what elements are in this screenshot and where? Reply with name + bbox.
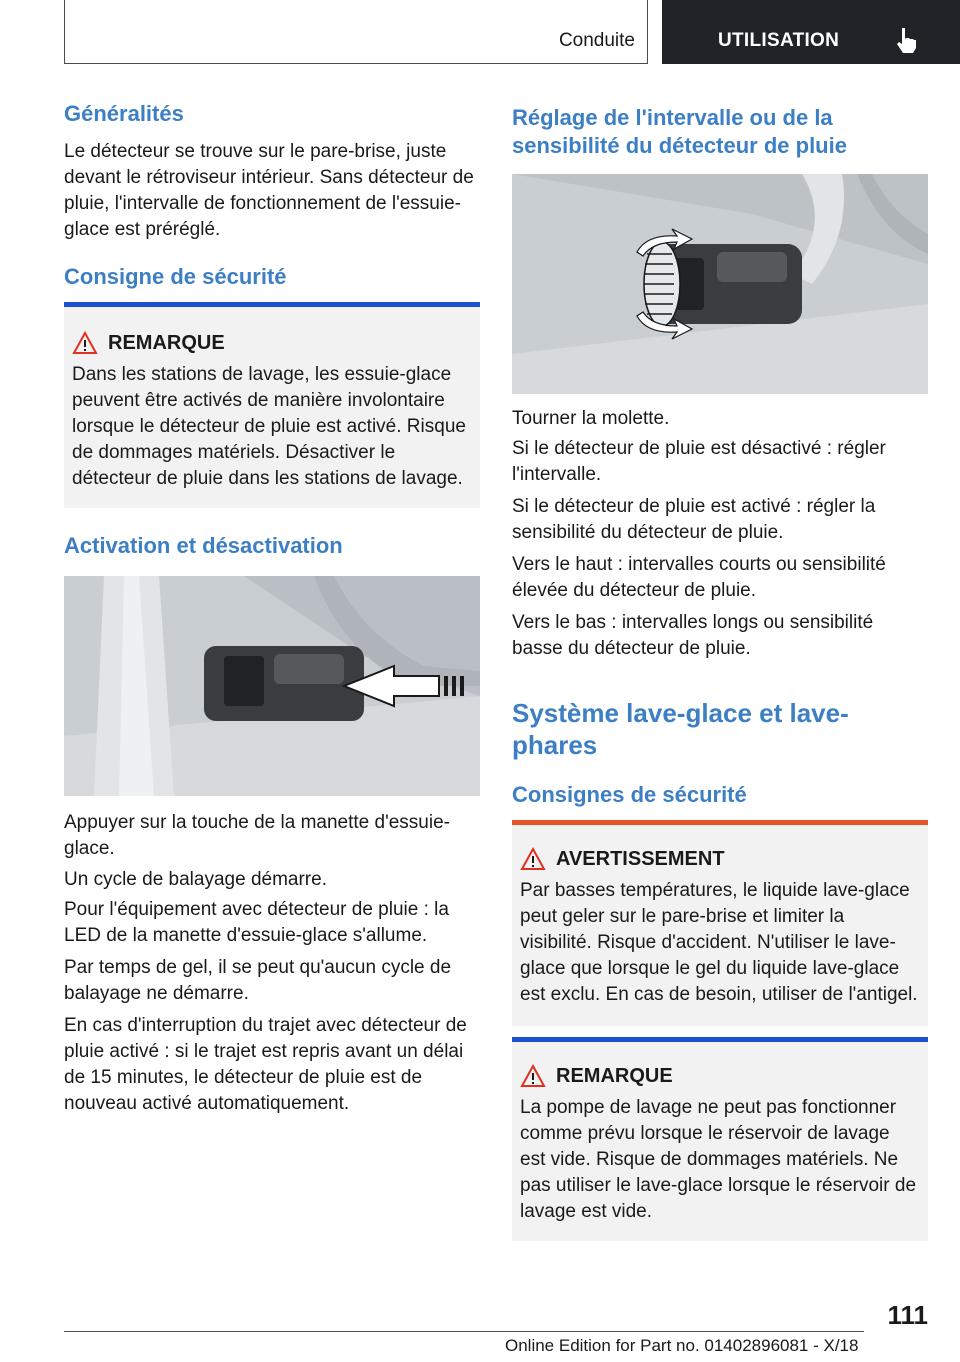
warning-label: AVERTISSEMENT	[556, 848, 725, 870]
note-bar	[64, 302, 480, 307]
note-text: Dans les stations de lavage, les essuie-glace peuvent être activés de manière involontaire lorsque le détecteur de pluie est activé. Risque de dommages matériels. Désactiver le détecteur de pluie dans les stations de lavage.	[72, 364, 466, 489]
warning-triangle-icon	[72, 331, 98, 355]
footer-divider	[64, 1331, 864, 1332]
note-box	[64, 302, 480, 508]
interval-p1: Tourner la molette.	[512, 408, 670, 429]
warning-triangle-icon	[520, 1064, 546, 1088]
note-label: REMARQUE	[108, 332, 225, 354]
safety-title: Consigne de sécurité	[64, 264, 287, 289]
general-text: Le détecteur se trouve sur le pare-brise, juste devant le rétroviseur intérieur. Sans détecteur de pluie, l'intervalle de fonctionnement de l'essuie-glace est préréglé.	[64, 141, 474, 240]
interval-p5: Vers le bas : intervalles longs ou sensibilité basse du détecteur de pluie.	[512, 612, 874, 659]
warning-triangle-icon	[520, 847, 546, 871]
hand-pointer-icon	[893, 26, 919, 54]
general-title: Généralités	[64, 101, 184, 126]
activation-title: Activation et désactivation	[64, 533, 343, 558]
header-chapter-title: UTILISATION	[718, 30, 840, 51]
interval-p3: Si le détecteur de pluie est activé : régler la sensibilité du détecteur de pluie.	[512, 496, 876, 543]
warning-text: Par basses températures, le liquide lave-glace peut geler sur le pare-brise et limiter la visibilité. Risque d'accident. N'utiliser le lave-glace que lorsque le gel du liquide lave-glace est exclu. En cas de besoin, utiliser de l'antigel.	[520, 880, 918, 1005]
washer-title: Système lave-glace et lave-phares	[512, 698, 849, 760]
wiper-button-illustration	[64, 576, 480, 796]
interval-p2: Si le détecteur de pluie est désactivé : régler l'intervalle.	[512, 438, 886, 485]
activation-p4: Par temps de gel, il se peut qu'aucun cycle de balayage ne démarre.	[64, 957, 452, 1004]
activation-p2: Un cycle de balayage démarre.	[64, 869, 327, 890]
note-text-2: La pompe de lavage ne peut pas fonctionner comme prévu lorsque le réservoir de lavage est vide. Risque de dommages matériels. Ne pas utiliser le lave-glace lorsque le réservoir de lavage est vide.	[520, 1097, 917, 1222]
activation-p5: En cas d'interruption du trajet avec détecteur de pluie activé : si le trajet est repris avant un délai de 15 minutes, le détecteur de pluie est de nouveau activé automatiquement.	[64, 1015, 467, 1114]
interval-p4: Vers le haut : intervalles courts ou sensibilité élevée du détecteur de pluie.	[512, 554, 886, 601]
activation-p3: Pour l'équipement avec détecteur de pluie : la LED de la manette d'essuie-glace s'allume.	[64, 899, 449, 946]
washer-safety-title: Consignes de sécurité	[512, 782, 747, 807]
header-section-title: Conduite	[558, 30, 635, 51]
interval-title: Réglage de l'intervalle ou de la sensibilité du détecteur de pluie	[512, 105, 847, 158]
activation-p1: Appuyer sur la touche de la manette d'essuie-glace.	[64, 812, 450, 859]
footer-edition: Online Edition for Part no. 01402896081 - X/18	[505, 1336, 859, 1355]
wiper-wheel-illustration	[512, 174, 928, 394]
warning-box	[512, 820, 928, 1026]
note-box-2	[512, 1037, 928, 1241]
note-bar-2	[512, 1037, 928, 1042]
note-label-2: REMARQUE	[556, 1065, 673, 1087]
page-number: 111	[887, 1300, 928, 1330]
warning-bar	[512, 820, 928, 825]
